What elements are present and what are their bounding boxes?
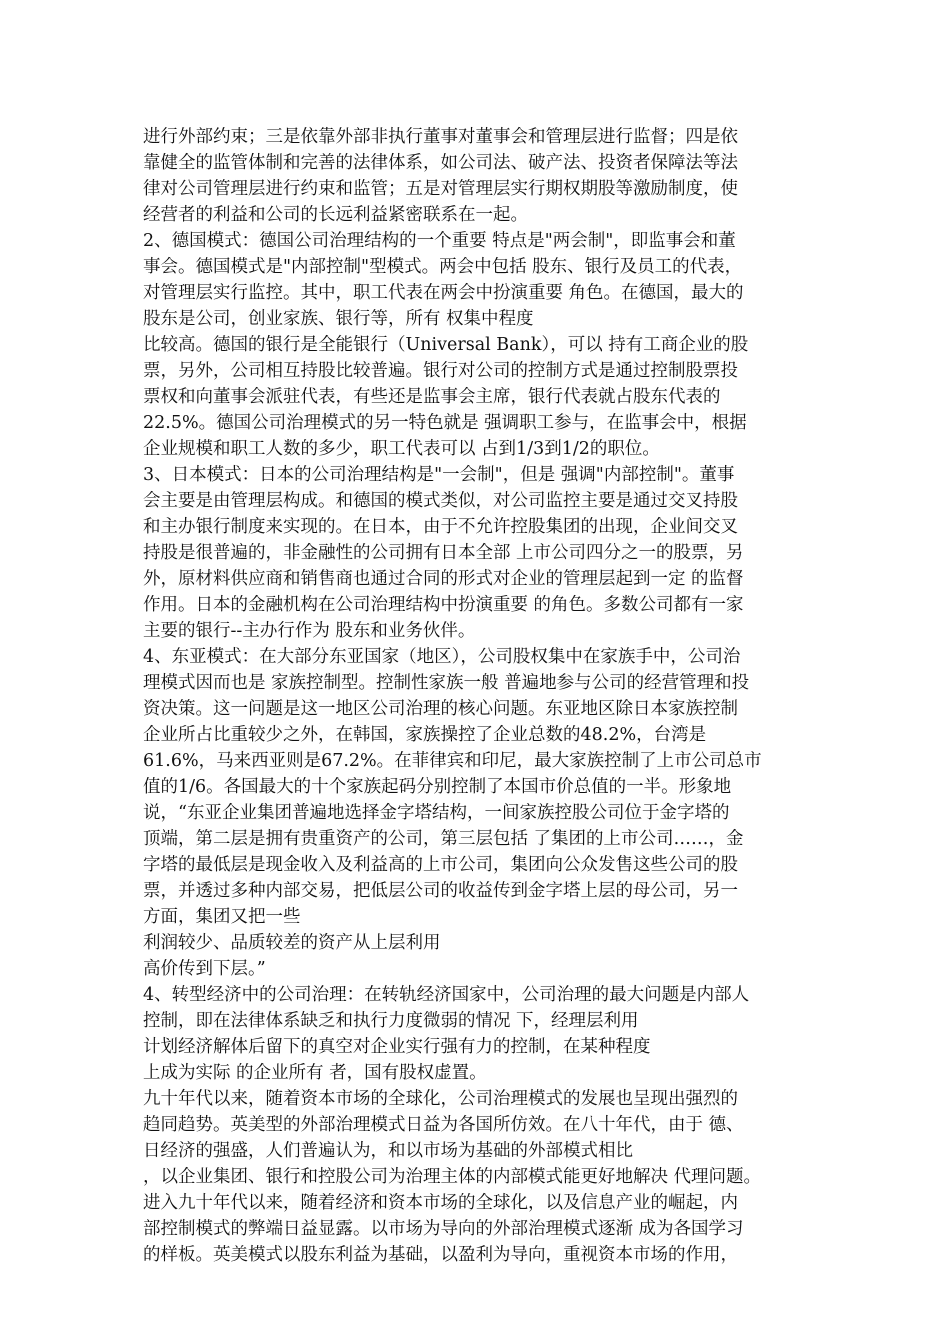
text-line: 控制，即在法律体系缺乏和执行力度微弱的情况 下，经理层利用 xyxy=(143,1011,639,1031)
text-line: 日经济的强盛，人们普遍认为，和以市场为基础的外部模式相比 xyxy=(143,1141,633,1161)
text-line: 的样板。英美模式以股东利益为基础，以盈利为导向，重视资本市场的作用， xyxy=(143,1245,738,1265)
text-line: 22.5%。德国公司治理模式的另一特色就是 强调职工参与，在监事会中，根据 xyxy=(143,413,747,433)
text-line: 企业所占比重较少之外，在韩国，家族操控了企业总数的48.2%，台湾是 xyxy=(143,725,707,745)
text-line: 律对公司管理层进行约束和监管；五是对管理层实行期权期股等激励制度，使 xyxy=(143,179,738,199)
text-line: 九十年代以来，随着资本市场的全球化，公司治理模式的发展也呈现出强烈的 xyxy=(143,1089,738,1109)
text-line: 比较高。德国的银行是全能银行（Universal Bank），可以 持有工商企业的股 xyxy=(143,335,749,355)
text-line: 靠健全的监管体制和完善的法律体系，如公司法、破产法、投资者保障法等法 xyxy=(143,153,738,173)
text-line: 持股是很普遍的，非金融性的公司拥有日本全部 上市公司四分之一的股票，另 xyxy=(143,543,744,563)
text-line: 2、德国模式：德国公司治理结构的一个重要 特点是"两会制"，即监事会和董 xyxy=(143,231,736,251)
text-line: 部控制模式的弊端日益显露。以市场为导向的外部治理模式逐渐 成为各国学习 xyxy=(143,1219,744,1239)
text-line: 外，原材料供应商和销售商也通过合同的形式对企业的管理层起到一定 的监督 xyxy=(143,569,744,589)
text-line: 字塔的最低层是现金收入及利益高的上市公司，集团向公众发售这些公司的股 xyxy=(143,855,738,875)
text-line: 高价传到下层。” xyxy=(143,959,266,979)
text-line: 对管理层实行监控。其中，职工代表在两会中扮演重要 角色。在德国，最大的 xyxy=(143,283,744,303)
text-line: 会主要是由管理层构成。和德国的模式类似，对公司监控主要是通过交叉持股 xyxy=(143,491,738,511)
text-line: 进入九十年代以来，随着经济和资本市场的全球化，以及信息产业的崛起，内 xyxy=(143,1193,738,1213)
text-line: 3、日本模式：日本的公司治理结构是"一会制"，但是 强调"内部控制"。董事 xyxy=(143,465,735,485)
text-line: 资决策。这一问题是这一地区公司治理的核心问题。东亚地区除日本家族控制 xyxy=(143,699,738,719)
text-line: 理模式因而也是 家族控制型。控制性家族一般 普遍地参与公司的经营管理和投 xyxy=(143,673,750,693)
text-line: 61.6%，马来西亚则是67.2%。在菲律宾和印尼，最大家族控制了上市公司总市 xyxy=(143,751,762,771)
text-line: 票权和向董事会派驻代表，有些还是监事会主席，银行代表就占股东代表的 xyxy=(143,387,721,407)
text-line: 票，另外，公司相互持股比较普遍。银行对公司的控制方式是通过控制股票投 xyxy=(143,361,738,381)
text-line: 股东是公司，创业家族、银行等，所有 权集中程度 xyxy=(143,309,534,329)
text-line: 票，并透过多种内部交易，把低层公司的收益传到金字塔上层的母公司，另一 xyxy=(143,881,738,901)
text-line: ，以企业集团、银行和控股公司为治理主体的内部模式能更好地解决 代理问题。 xyxy=(143,1167,762,1187)
text-line: 主要的银行--主办行作为 股东和业务伙伴。 xyxy=(143,621,476,641)
text-line: 作用。日本的金融机构在公司治理结构中扮演重要 的角色。多数公司都有一家 xyxy=(143,595,744,615)
text-line: 和主办银行制度来实现的。在日本，由于不允许控股集团的出现，企业间交叉 xyxy=(143,517,738,537)
text-line: 事会。德国模式是"内部控制"型模式。两会中包括 股东、银行及员工的代表， xyxy=(143,257,743,277)
text-line: 经营者的利益和公司的长远利益紧密联系在一起。 xyxy=(143,205,528,225)
text-line: 企业规模和职工人数的多少，职工代表可以 占到1/3到1/2的职位。 xyxy=(143,439,660,459)
text-line: 值的1/6。各国最大的十个家族起码分别控制了本国市价总值的一半。形象地 xyxy=(143,777,732,797)
text-line: 说，“东亚企业集团普遍地选择金字塔结构，一间家族控股公司位于金字塔的 xyxy=(143,803,730,823)
text-line: 趋同趋势。英美型的外部治理模式日益为各国所仿效。在八十年代，由于 德、 xyxy=(143,1115,744,1135)
text-line: 4、转型经济中的公司治理：在转轨经济国家中，公司治理的最大问题是内部人 xyxy=(143,985,750,1005)
text-line: 4、东亚模式：在大部分东亚国家（地区），公司股权集中在家族手中，公司治 xyxy=(143,647,741,667)
text-line: 上成为实际 的企业所有 者，国有股权虚置。 xyxy=(143,1063,487,1083)
text-line: 方面，集团又把一些 xyxy=(143,907,301,927)
document-body-text xyxy=(143,124,823,1268)
text-line: 顶端，第二层是拥有贵重资产的公司，第三层包括 了集团的上市公司……，金 xyxy=(143,829,744,849)
text-line: 利润较少、品质较差的资产从上层利用 xyxy=(143,933,441,953)
text-line: 进行外部约束；三是依靠外部非执行董事对董事会和管理层进行监督；四是依 xyxy=(143,127,738,147)
text-line: 计划经济解体后留下的真空对企业实行强有力的控制，在某种程度 xyxy=(143,1037,651,1057)
